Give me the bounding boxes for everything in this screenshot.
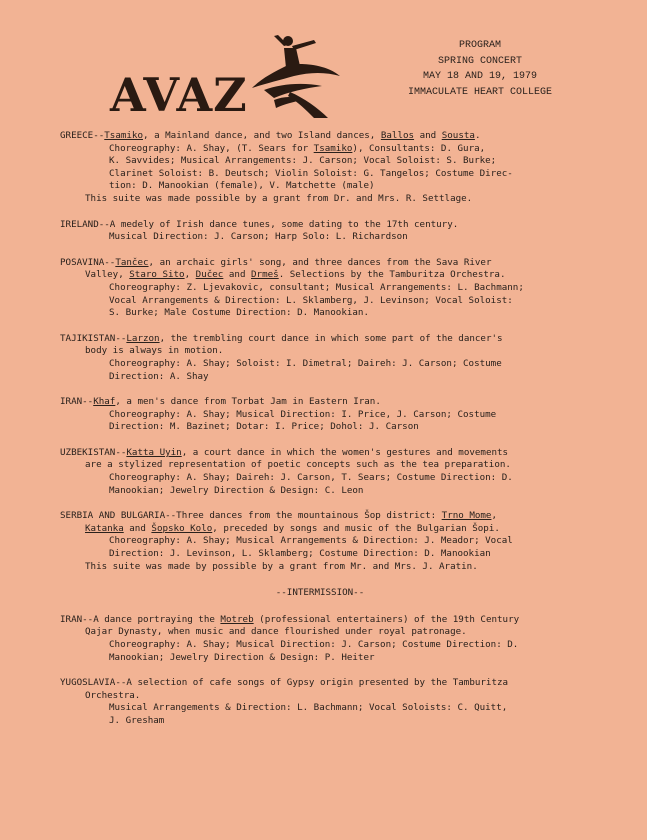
entry-line: This suite was made by possible by a grant from Mr. and Mrs. J. Aratin.	[85, 560, 478, 572]
entry-text: , preceded by songs and music of the Bulgarian Šopi.	[212, 522, 500, 534]
entry-text: , a men's dance from Torbat Jam in Eastern Iran.	[115, 396, 381, 408]
avaz-logo	[104, 32, 344, 122]
entry-uzbekistan	[60, 447, 580, 497]
entry-line: body is always in motion.	[85, 345, 224, 357]
entry-text: IRAN--A dance portraying the	[60, 613, 221, 625]
entry-line: J. Gresham	[109, 714, 165, 726]
entry-posavina	[60, 257, 580, 320]
entry-text: ), Consultants: D. Gura,	[352, 142, 486, 154]
entry-line: YUGOSLAVIA--A selection of cafe songs of Gypsy origin presented by the Tamburitza	[60, 677, 509, 689]
entry-text: ,	[491, 510, 498, 522]
dance-name: Tsamiko	[104, 130, 143, 141]
entry-line: IRELAND--A medely of Irish dance tunes, some dating to the 17th century.	[60, 218, 459, 230]
entry-line: S. Burke; Male Costume Direction: D. Manookian.	[109, 307, 369, 319]
dance-name: Dučec	[195, 269, 224, 281]
entry-text: and	[414, 130, 442, 141]
entry-tajikistan	[60, 333, 580, 383]
entry-line: Choreography: A. Shay; Soloist: I. Dimetral; Daireh: J. Carson; Costume	[109, 357, 502, 369]
dance-name: Katanka	[85, 522, 124, 534]
dancer-figure-icon	[244, 32, 344, 118]
entry-text: . Selections by the Tamburitza Orchestra.	[278, 269, 506, 281]
entry-line: This suite was made possible by a grant from Dr. and Mrs. R. Settlage.	[85, 192, 473, 204]
header-line: IMMACULATE HEART COLLEGE	[407, 86, 553, 98]
dance-name: Tsamiko	[313, 142, 353, 154]
header-line: PROGRAM	[458, 40, 501, 51]
entry-text: ,	[184, 269, 196, 281]
dance-name: Ballos	[380, 130, 415, 141]
program-header	[380, 38, 580, 100]
entry-line: Qajar Dynasty, when music and dance flourished under royal patronage.	[85, 626, 467, 638]
entry-line: Choreography: A. Shay; Musical Direction: J. Carson; Costume Direction: D.	[109, 639, 519, 650]
entry-text: and	[223, 269, 252, 281]
dance-name: Katta Uyin	[126, 446, 182, 458]
program-body	[60, 130, 580, 741]
dance-name: Šopsko Kolo	[151, 522, 213, 534]
dance-name: Khaf	[93, 396, 116, 408]
entry-text: Choreography: A. Shay, (T. Sears for	[109, 142, 314, 154]
entry-text: (professional entertainers) of the 19th Century	[253, 613, 520, 625]
dance-name: Larzon	[126, 332, 160, 344]
entry-iran-motreb	[60, 614, 580, 664]
entry-text: POSAVINA--	[60, 256, 116, 268]
header-line: SPRING CONCERT	[437, 55, 522, 67]
entry-line: tion: D. Manookian (female), V. Matchette (male)	[109, 180, 375, 192]
entry-text: IRAN--	[60, 396, 94, 408]
header-line: MAY 18 AND 19, 1979	[422, 71, 538, 82]
entry-line: Musical Direction: J. Carson; Harp Solo: L. Richardson	[109, 231, 408, 243]
entry-line: Choreography: A. Shay; Musical Arrangements & Direction: J. Meador; Vocal	[109, 535, 513, 547]
entry-text: , a Mainland dance, and two Island dances,	[143, 130, 381, 141]
entry-line: Direction: M. Bazinet; Dotar: I. Price; Dohol: J. Carson	[109, 421, 419, 433]
entry-text: .	[474, 130, 481, 141]
entry-line: Manookian; Jewelry Direction & Design: P. Heiter	[109, 651, 375, 663]
entry-line: K. Savvides; Musical Arrangements: J. Carson; Vocal Soloist: S. Burke;	[109, 155, 497, 167]
entry-line: are a stylized representation of poetic concepts such as the tea preparation.	[85, 459, 511, 471]
entry-iran-khaf	[60, 396, 580, 434]
entry-line: Vocal Arrangements & Direction: L. Sklamberg, J. Levinson; Vocal Soloist:	[109, 294, 513, 306]
dance-name: Drmeš	[251, 269, 279, 281]
entry-line: Direction: J. Levinson, L. Sklamberg; Costume Direction: D. Manookian	[109, 548, 491, 560]
entry-text: Valley,	[85, 269, 130, 281]
dance-name: Tančec	[115, 256, 149, 268]
entry-line: Choreography: A. Shay; Daireh: J. Carson, T. Sears; Costume Direction: D.	[109, 472, 513, 484]
dance-name: Trno Mome	[441, 510, 492, 522]
entry-text: , a court dance in which the women's gestures and movements	[181, 446, 509, 458]
entry-text: TAJIKISTAN--	[60, 332, 127, 344]
entry-line: Manookian; Jewelry Direction & Design: C. Leon	[109, 484, 364, 496]
entry-text: , an archaic girls' song, and three dances from the Sava River	[148, 256, 492, 268]
entry-line: Clarinet Soloist: B. Deutsch; Violin Soloist: G. Tangelos; Costume Direc-	[109, 167, 513, 179]
entry-greece	[60, 130, 580, 206]
entry-text: UZBEKISTAN--	[60, 446, 127, 458]
dance-name: Staro Sito	[129, 269, 185, 281]
entry-text: , the trembling court dance in which some part of the dancer's	[159, 332, 503, 344]
entry-text: GREECE--	[60, 130, 105, 141]
entry-line: Musical Arrangements & Direction: L. Bachmann; Vocal Soloists: C. Quitt,	[109, 702, 508, 714]
entry-ireland	[60, 219, 580, 244]
entry-line: Direction: A. Shay	[109, 370, 209, 382]
dance-name: Motreb	[220, 613, 254, 625]
entry-text: and	[123, 522, 152, 534]
entry-line: Orchestra.	[85, 689, 141, 701]
logo-wordmark: AVAZ	[110, 68, 248, 122]
entry-line: Choreography: Z. Ljevakovic, consultant; Musical Arrangements: L. Bachmann;	[109, 281, 524, 293]
entry-text: SERBIA AND BULGARIA--Three dances from the mountainous Šop district:	[60, 510, 442, 522]
intermission-label: --INTERMISSION--	[275, 587, 365, 599]
entry-serbia-bulgaria	[60, 510, 580, 573]
entry-line: Choreography: A. Shay; Musical Direction: I. Price, J. Carson; Costume	[109, 408, 497, 420]
dance-name: Sousta	[441, 130, 475, 141]
entry-yugoslavia	[60, 677, 580, 727]
